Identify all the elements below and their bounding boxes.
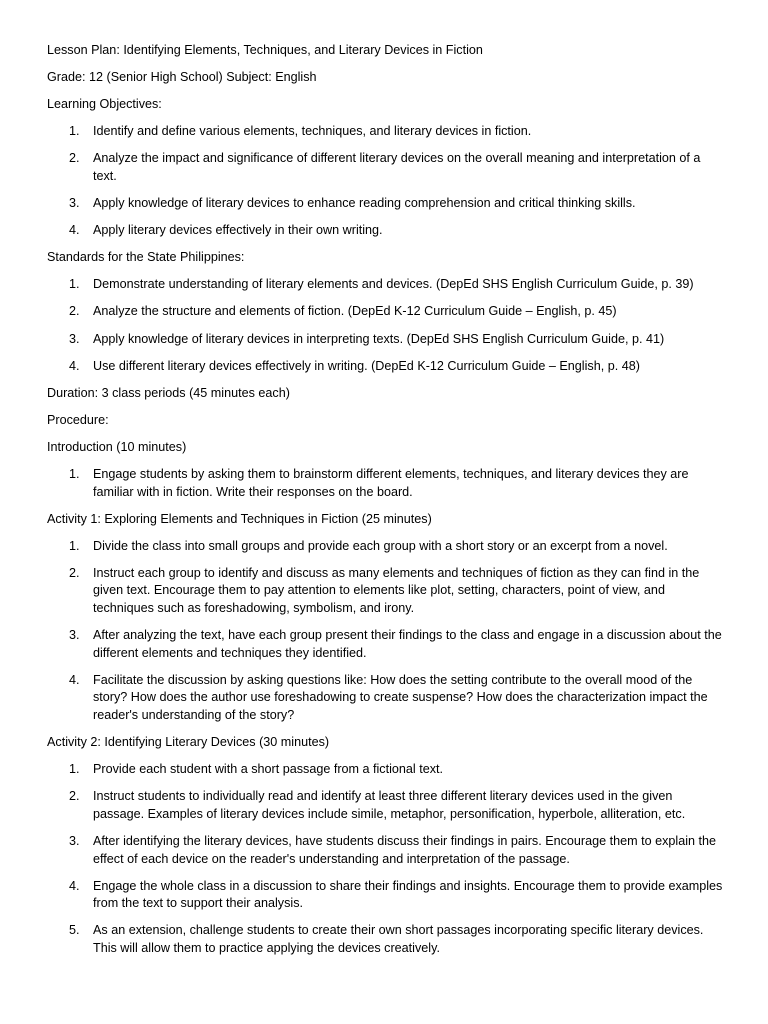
list-number: 5. bbox=[69, 923, 80, 938]
list-item-text: Apply knowledge of literary devices to enhance reading comprehension and critical thinking skills. bbox=[93, 196, 636, 211]
list-item-text: Apply literary devices effectively in their own writing. bbox=[93, 223, 383, 238]
procedure-heading: Procedure: bbox=[47, 412, 109, 427]
list-item-text: Instruct each group to identify and discuss as many elements and techniques of fiction as they can find in the given text. Encourage them to pay attention to elements like plot, setting, characters, point of view, and techniques such as foreshadowing, symbolism, and irony. bbox=[93, 565, 700, 616]
list-item bbox=[47, 195, 727, 213]
lesson-title: Lesson Plan: Identifying Elements, Techniques, and Literary Devices in Fiction bbox=[47, 43, 483, 57]
list-number: 4. bbox=[69, 358, 80, 373]
list-item-text: Divide the class into small groups and provide each group with a short story or an excerpt from a novel. bbox=[93, 538, 668, 553]
introduction-heading: Introduction (10 minutes) bbox=[47, 439, 187, 454]
list-item bbox=[47, 627, 727, 662]
list-number: 2. bbox=[69, 304, 80, 319]
list-item bbox=[47, 761, 727, 779]
objectives-list bbox=[47, 123, 727, 239]
list-item-text: Use different literary devices effectively in writing. (DepEd K-12 Curriculum Guide – English, p. 48) bbox=[93, 358, 640, 373]
list-number: 2. bbox=[69, 565, 80, 580]
list-item bbox=[47, 358, 727, 376]
list-number: 1. bbox=[69, 538, 80, 553]
introduction-list bbox=[47, 466, 727, 501]
standards-heading: Standards for the State Philippines: bbox=[47, 250, 245, 265]
list-item bbox=[47, 222, 727, 240]
list-number: 1. bbox=[69, 762, 80, 777]
standards-list bbox=[47, 276, 727, 375]
list-number: 3. bbox=[69, 628, 80, 643]
list-item bbox=[47, 538, 727, 556]
list-item-text: Instruct students to individually read and identify at least three different literary devices used in the given passage. Examples of literary devices include simile, metaphor, personification, hyperbole, alliteration, etc. bbox=[93, 789, 686, 821]
list-number: 4. bbox=[69, 672, 80, 687]
list-item bbox=[47, 788, 727, 823]
list-item-text: Engage the whole class in a discussion to share their findings and insights. Encourage them to provide examples from the text to support their analysis. bbox=[93, 878, 723, 911]
activity2-list bbox=[47, 761, 727, 957]
list-item bbox=[47, 466, 727, 501]
list-item-text: Analyze the structure and elements of fiction. (DepEd K-12 Curriculum Guide – English, p. 45) bbox=[93, 304, 617, 319]
list-item-text: After identifying the literary devices, have students discuss their findings in pairs. Encourage them to explain the effect of each device on the reader's understanding and interpretation of the passage. bbox=[93, 834, 717, 866]
duration-line: Duration: 3 class periods (45 minutes each) bbox=[47, 385, 290, 400]
list-item bbox=[47, 672, 727, 725]
document-content bbox=[47, 42, 727, 967]
list-number: 3. bbox=[69, 331, 80, 346]
list-item-text: As an extension, challenge students to create their own short passages incorporating specific literary devices. This will allow them to practice applying the devices creatively. bbox=[93, 923, 704, 955]
list-item bbox=[47, 565, 727, 618]
list-item bbox=[47, 878, 727, 913]
list-item-text: Provide each student with a short passage from a fictional text. bbox=[93, 762, 444, 777]
list-item-text: Facilitate the discussion by asking questions like: How does the setting contribute to the overall mood of the story? How does the author use foreshadowing to create suspense? How does the characterization impact the reader's understanding of the story? bbox=[93, 672, 708, 723]
objectives-heading: Learning Objectives: bbox=[47, 97, 162, 112]
list-number: 4. bbox=[69, 223, 80, 238]
list-item bbox=[47, 922, 727, 957]
list-number: 2. bbox=[69, 151, 80, 166]
list-item bbox=[47, 276, 727, 294]
list-number: 1. bbox=[69, 277, 80, 292]
list-item-text: Identify and define various elements, techniques, and literary devices in fiction. bbox=[93, 124, 532, 139]
list-item bbox=[47, 123, 727, 141]
list-number: 4. bbox=[69, 878, 80, 893]
list-item-text: Demonstrate understanding of literary elements and devices. (DepEd SHS English Curriculum Guide, p. 39) bbox=[93, 277, 694, 292]
activity1-heading: Activity 1: Exploring Elements and Techniques in Fiction (25 minutes) bbox=[47, 511, 432, 526]
list-item bbox=[47, 303, 727, 321]
list-number: 1. bbox=[69, 467, 80, 481]
list-item bbox=[47, 150, 727, 185]
list-number: 3. bbox=[69, 834, 80, 848]
list-number: 3. bbox=[69, 196, 80, 211]
list-item-text: Apply knowledge of literary devices in interpreting texts. (DepEd SHS English Curriculum Guide, p. 41) bbox=[93, 331, 665, 346]
list-item-text: Engage students by asking them to brainstorm different elements, techniques, and literary devices they are familiar with in fiction. Write their responses on the board. bbox=[93, 467, 689, 499]
activity1-list bbox=[47, 538, 727, 725]
activity2-heading: Activity 2: Identifying Literary Devices (30 minutes) bbox=[47, 735, 330, 750]
list-item-text: Analyze the impact and significance of different literary devices on the overall meaning and interpretation of a text. bbox=[93, 151, 701, 183]
grade-subject-line: Grade: 12 (Senior High School) Subject: English bbox=[47, 70, 317, 85]
list-item bbox=[47, 331, 727, 349]
list-number: 1. bbox=[69, 124, 80, 139]
list-item bbox=[47, 833, 727, 868]
list-item-text: After analyzing the text, have each group present their findings to the class and engage in a discussion about the different elements and techniques they identified. bbox=[93, 628, 722, 660]
list-number: 2. bbox=[69, 789, 80, 804]
